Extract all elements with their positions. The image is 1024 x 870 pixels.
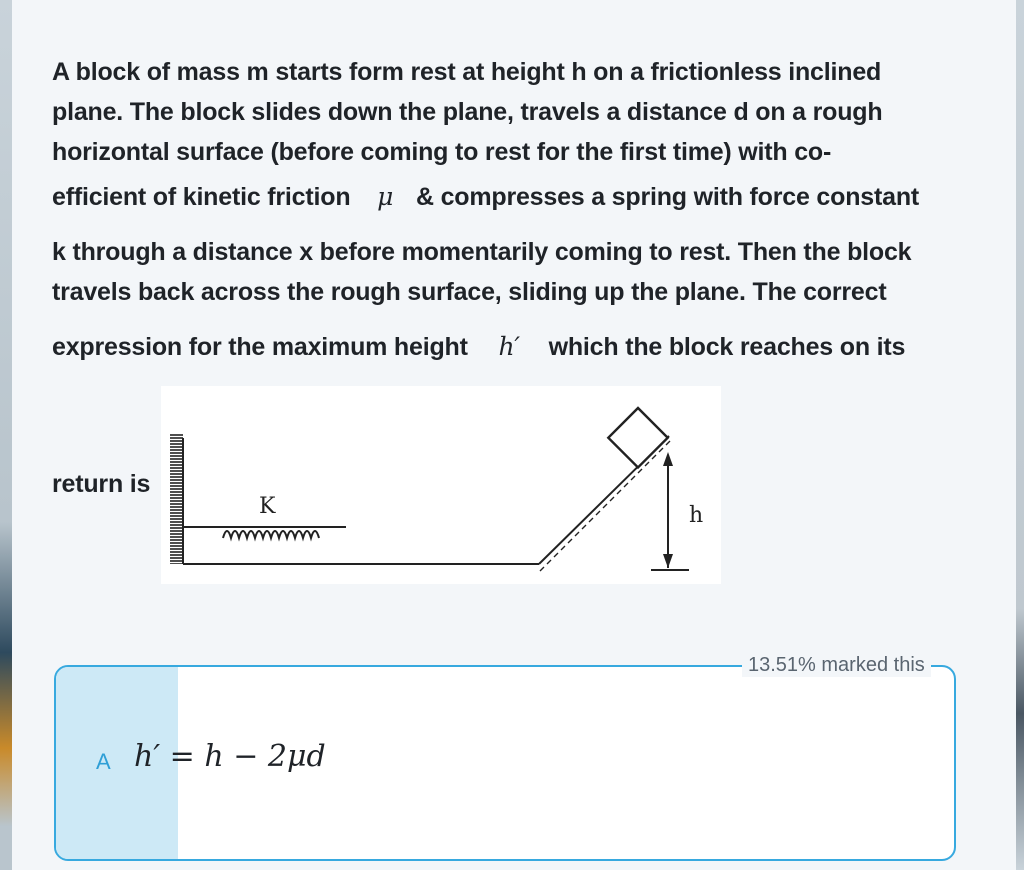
option-expression: h′ = h − 2μd bbox=[134, 739, 326, 774]
incline-hatching bbox=[540, 441, 670, 571]
height-arrow-head-up bbox=[663, 452, 673, 466]
background-edge-left bbox=[0, 0, 12, 870]
question-line: horizontal surface (before coming to rest for the first time) with co- bbox=[52, 138, 832, 166]
diagram-svg bbox=[161, 386, 721, 584]
question-line: k through a distance x before momentarily coming to rest. Then the block bbox=[52, 238, 912, 266]
block bbox=[608, 408, 667, 467]
question-text-part: & compresses a spring with force constant bbox=[415, 183, 920, 211]
h-prime-symbol: h′ bbox=[498, 332, 520, 361]
option-a[interactable] bbox=[54, 665, 956, 861]
question-text-part: efficient of kinetic friction bbox=[52, 183, 351, 211]
background-edge-right bbox=[1016, 0, 1024, 870]
question-line: A block of mass m starts form rest at height h on a frictionless inclined bbox=[52, 58, 882, 86]
option-letter: A bbox=[96, 749, 111, 774]
question-line: plane. The block slides down the plane, travels a distance d on a rough bbox=[52, 98, 883, 126]
question-line bbox=[52, 182, 919, 212]
question-text-part: expression for the maximum height bbox=[52, 333, 468, 361]
mu-symbol: μ bbox=[377, 182, 394, 211]
question-text-part: which the block reaches on its bbox=[548, 333, 906, 361]
question-line bbox=[52, 332, 905, 362]
height-arrow-head-down bbox=[663, 554, 673, 568]
marked-percentage: 13.51% marked this bbox=[742, 654, 931, 677]
spring-label: K bbox=[259, 494, 276, 519]
spring-coil bbox=[223, 531, 319, 538]
question-line: travels back across the rough surface, sliding up the plane. The correct bbox=[52, 278, 887, 306]
height-label: h bbox=[689, 503, 704, 528]
wall-hatching bbox=[170, 434, 183, 564]
question-line: return is bbox=[52, 470, 151, 498]
incline-spring-diagram bbox=[161, 386, 721, 584]
